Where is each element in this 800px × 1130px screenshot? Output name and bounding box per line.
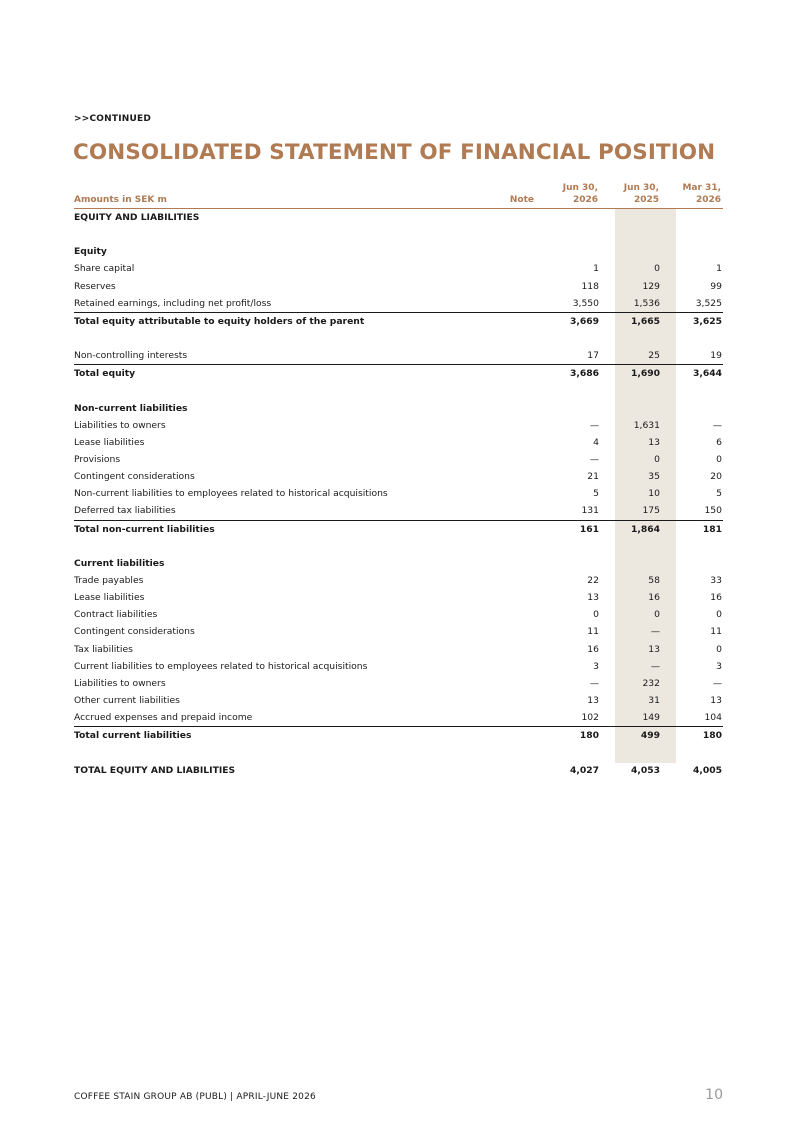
value-jun-2025: 35 [648, 471, 660, 483]
value-jun-2025: 1,665 [630, 315, 660, 327]
row-label: Contingent considerations [74, 626, 195, 638]
footer-text: COFFEE STAIN GROUP AB (PUBL) | APRIL-JUNE 2026 [74, 1092, 316, 1102]
value-jun-2025: 1,631 [633, 419, 660, 431]
row-label: Reserves [74, 280, 116, 292]
value-mar-2026: 19 [710, 350, 722, 362]
value-mar-2026: 13 [710, 694, 722, 706]
row-label: Lease liabilities [74, 592, 145, 604]
table-header [74, 180, 723, 209]
value-mar-2026: 3 [716, 660, 722, 672]
value-jun-2025: 499 [640, 730, 660, 742]
value-jun-2026: 5 [593, 488, 599, 500]
value-jun-2026: 17 [587, 350, 599, 362]
value-jun-2026: 13 [587, 592, 599, 604]
table-row [74, 692, 723, 709]
page-title: CONSOLIDATED STATEMENT OF FINANCIAL POSITION [73, 140, 716, 165]
row-label: Current liabilities to employees related to historical acquisitions [74, 660, 368, 672]
table-row [74, 364, 723, 382]
row-label: Current liabilities [74, 557, 165, 569]
row-label: Accrued expenses and prepaid income [74, 712, 253, 724]
header-note: Note [509, 195, 534, 205]
value-jun-2026: 118 [581, 280, 599, 292]
value-jun-2025: 25 [648, 350, 660, 362]
table-row [74, 451, 723, 468]
value-mar-2026: 3,625 [692, 315, 722, 327]
value-jun-2026: 4 [593, 436, 599, 448]
value-mar-2026: — [712, 677, 722, 689]
row-label: Liabilities to owners [74, 677, 166, 689]
value-jun-2025: 10 [648, 488, 660, 500]
value-jun-2025: 232 [642, 677, 660, 689]
table-row [74, 572, 723, 589]
table-row [74, 312, 723, 330]
value-jun-2025: 1,536 [633, 297, 660, 309]
row-label: Provisions [74, 453, 121, 465]
value-jun-2026: 102 [581, 712, 599, 724]
table-row [74, 382, 723, 399]
value-jun-2025: 175 [642, 505, 660, 517]
table-row [74, 658, 723, 675]
value-jun-2025: 16 [648, 592, 660, 604]
table-row [74, 502, 723, 519]
value-mar-2026: 180 [702, 730, 722, 742]
value-mar-2026: 5 [716, 488, 722, 500]
value-jun-2026: 21 [587, 471, 599, 483]
table-row [74, 434, 723, 451]
value-jun-2026: 4,027 [569, 764, 599, 776]
value-mar-2026: 104 [704, 712, 722, 724]
row-label: Trade payables [74, 574, 144, 586]
table-row [74, 260, 723, 277]
row-label: Contingent considerations [74, 471, 195, 483]
value-mar-2026: 0 [716, 643, 722, 655]
value-jun-2025: 58 [648, 574, 660, 586]
value-jun-2026: 11 [587, 626, 599, 638]
value-mar-2026: 33 [710, 574, 722, 586]
row-label: Total equity attributable to equity holders of the parent [74, 315, 365, 327]
row-label: Deferred tax liabilities [74, 505, 176, 517]
value-jun-2026: 1 [593, 263, 599, 275]
table-row [74, 641, 723, 658]
header-col-jun-2025: Jun 30, 2025 [623, 183, 659, 205]
value-mar-2026: 0 [716, 453, 722, 465]
table-row [74, 278, 723, 295]
table-row [74, 675, 723, 692]
table-row [74, 744, 723, 761]
value-jun-2026: — [589, 419, 599, 431]
value-mar-2026: 150 [704, 505, 722, 517]
value-jun-2026: 3,686 [569, 368, 599, 380]
table-row [74, 538, 723, 555]
value-jun-2026: 16 [587, 643, 599, 655]
row-label: EQUITY AND LIABILITIES [74, 212, 200, 223]
row-label: Total non-current liabilities [74, 523, 215, 535]
continued-label: >>CONTINUED [74, 114, 152, 124]
value-jun-2025: 13 [648, 436, 660, 448]
row-label: Other current liabilities [74, 694, 180, 706]
value-mar-2026: 0 [716, 609, 722, 621]
value-mar-2026: 3,644 [692, 368, 722, 380]
table-row [74, 330, 723, 347]
row-label: Non-current liabilities [74, 402, 188, 414]
table-row [74, 226, 723, 243]
table-row [74, 606, 723, 623]
value-jun-2025: 0 [654, 609, 660, 621]
value-jun-2026: 22 [587, 574, 599, 586]
value-jun-2026: 13 [587, 694, 599, 706]
value-mar-2026: 4,005 [692, 764, 722, 776]
row-label: Lease liabilities [74, 436, 145, 448]
page-number: 10 [705, 1087, 723, 1103]
value-mar-2026: 181 [702, 523, 722, 535]
row-label: Total equity [74, 368, 136, 380]
table-row [74, 243, 723, 260]
value-jun-2025: 0 [654, 263, 660, 275]
header-col-jun-2026: Jun 30, 2026 [562, 183, 598, 205]
table-row [74, 485, 723, 502]
row-label: Retained earnings, including net profit/loss [74, 297, 272, 309]
value-jun-2026: 131 [581, 505, 599, 517]
table-row [74, 762, 723, 779]
value-jun-2025: 1,690 [630, 368, 660, 380]
value-mar-2026: 1 [716, 263, 722, 275]
table-row [74, 417, 723, 434]
value-mar-2026: 99 [710, 280, 722, 292]
value-jun-2025: — [650, 626, 660, 638]
table-row [74, 209, 723, 226]
table-row [74, 726, 723, 744]
row-label: Contract liabilities [74, 609, 158, 621]
table-row [74, 295, 723, 312]
value-jun-2026: 3,669 [569, 315, 599, 327]
value-jun-2025: 149 [642, 712, 660, 724]
value-jun-2025: 31 [648, 694, 660, 706]
table-row [74, 520, 723, 538]
table-row [74, 400, 723, 417]
value-mar-2026: — [712, 419, 722, 431]
value-jun-2025: 129 [642, 280, 660, 292]
value-jun-2026: — [589, 677, 599, 689]
row-label: Tax liabilities [74, 643, 133, 655]
value-jun-2026: — [589, 453, 599, 465]
value-jun-2025: 13 [648, 643, 660, 655]
header-amounts-label: Amounts in SEK m [74, 195, 167, 205]
row-label: TOTAL EQUITY AND LIABILITIES [74, 764, 236, 776]
table-body [74, 209, 723, 779]
value-jun-2025: 4,053 [630, 764, 660, 776]
financial-position-table [74, 180, 723, 779]
table-row [74, 468, 723, 485]
row-label: Non-controlling interests [74, 350, 188, 362]
value-jun-2026: 3 [593, 660, 599, 672]
value-jun-2026: 3,550 [572, 297, 599, 309]
table-row [74, 555, 723, 572]
row-label: Total current liabilities [74, 730, 192, 742]
table-row [74, 623, 723, 640]
value-jun-2025: 1,864 [630, 523, 660, 535]
row-label: Non-current liabilities to employees related to historical acquisitions [74, 488, 388, 500]
value-jun-2026: 0 [593, 609, 599, 621]
value-mar-2026: 3,525 [695, 297, 722, 309]
table-row [74, 709, 723, 726]
header-col-mar-2026: Mar 31, 2026 [682, 183, 721, 205]
value-jun-2025: — [650, 660, 660, 672]
value-mar-2026: 16 [710, 592, 722, 604]
row-label: Share capital [74, 263, 135, 275]
value-jun-2026: 180 [579, 730, 599, 742]
value-jun-2025: 0 [654, 453, 660, 465]
row-label: Equity [74, 246, 107, 258]
table-row [74, 347, 723, 364]
value-mar-2026: 20 [710, 471, 722, 483]
table-row [74, 589, 723, 606]
row-label: Liabilities to owners [74, 419, 166, 431]
value-jun-2026: 161 [579, 523, 599, 535]
value-mar-2026: 11 [710, 626, 722, 638]
value-mar-2026: 6 [716, 436, 722, 448]
